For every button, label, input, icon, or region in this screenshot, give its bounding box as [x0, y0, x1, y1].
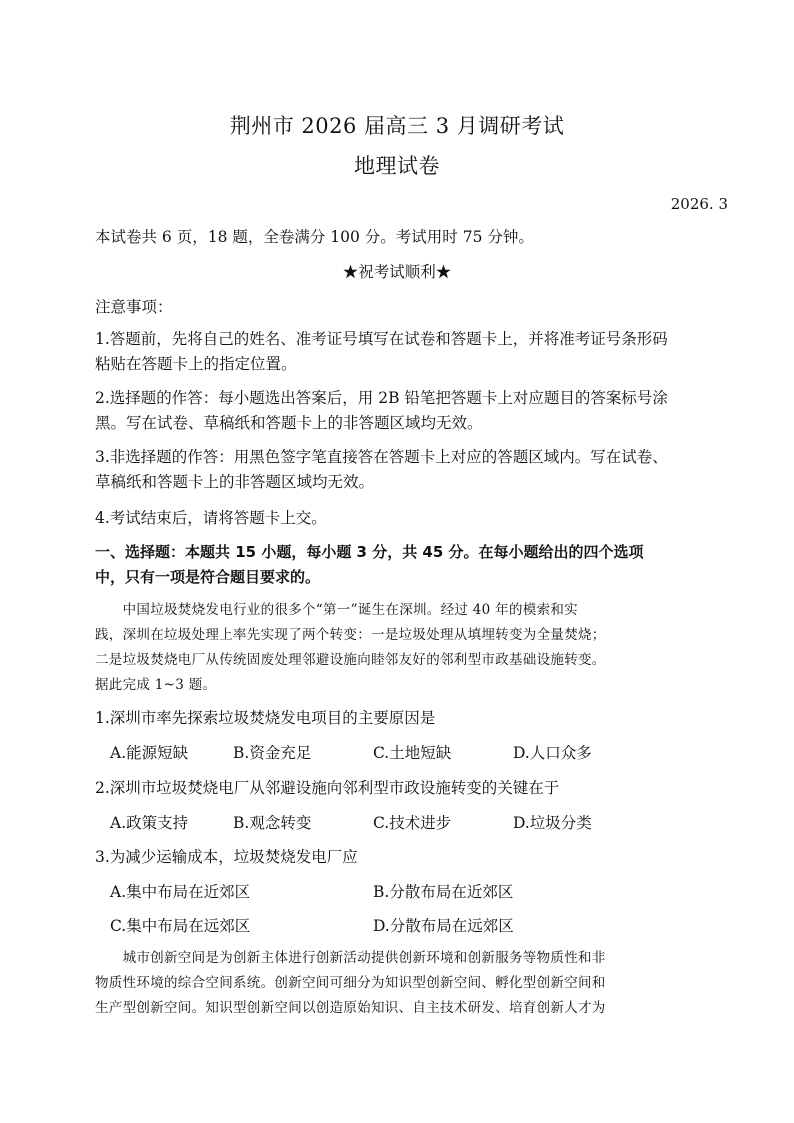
note-3-line-1: 3.非选择题的作答：用黑色签字笔直接答在答题卡上对应的答题区域内。写在试卷、: [95, 448, 668, 466]
note-1-line-1: 1.答题前，先将自己的姓名、准考证号填写在试卷和答题卡上，并将准考证号条形码: [95, 330, 668, 348]
exam-info: 本试卷共 6 页，18 题，全卷满分 100 分。考试用时 75 分钟。: [95, 228, 534, 246]
question-1-stem: 1.深圳市率先探索垃圾焚烧发电项目的主要原因是: [95, 709, 436, 727]
question-1-option-c: C.土地短缺: [373, 744, 452, 762]
exam-date: 2026. 3: [670, 195, 728, 213]
note-2-line-1: 2.选择题的作答：每小题选出答案后，用 2B 铅笔把答题卡上对应题目的答案标号涂: [95, 389, 668, 407]
question-1-option-b: B.资金充足: [233, 744, 312, 762]
question-3-option-a: A.集中布局在近郊区: [110, 883, 251, 901]
question-1-option-d: D.人口众多: [513, 744, 592, 762]
section-heading-line-1: 一、选择题：本题共 15 小题，每小题 3 分，共 45 分。在每小题给出的四个选项: [95, 543, 644, 561]
notes-heading: 注意事项：: [95, 298, 173, 316]
passage-1-line-1: 中国垃圾焚烧发电行业的很多个“第一”诞生在深圳。经过 40 年的模索和实: [95, 602, 578, 618]
question-3-option-d: D.分散布局在远郊区: [373, 917, 514, 935]
section-heading-line-2: 中，只有一项是符合题目要求的。: [95, 568, 321, 586]
passage-1-line-3: 二是垃圾焚烧电厂从传统固废处理邻避设施向睦邻友好的邻利型市政基础设施转变。: [95, 652, 606, 668]
question-3-option-b: B.分散布局在近郊区: [373, 883, 514, 901]
note-1-line-2: 粘贴在答题卡上的指定位置。: [95, 355, 297, 373]
exam-title: 荆州市 2026 届高三 3 月调研考试: [229, 114, 565, 138]
passage-2-line-3: 生产型创新空间。知识型创新空间以创造原始知识、自主技术研发、培育创新人才为: [95, 1000, 606, 1016]
question-2-stem: 2.深圳市垃圾焚烧电厂从邻避设施向邻利型市政设施转变的关键在于: [95, 779, 560, 797]
note-3-line-2: 草稿纸和答题卡上的非答题区域均无效。: [95, 473, 375, 491]
passage-2-line-1: 城市创新空间是为创新主体进行创新活动提供创新环境和创新服务等物质性和非: [95, 950, 606, 966]
question-2-option-d: D.垃圾分类: [513, 814, 592, 832]
question-2-option-a: A.政策支持: [110, 814, 189, 832]
question-2-option-c: C.技术进步: [373, 814, 452, 832]
passage-1-line-2: 践，深圳在垃圾处理上率先实现了两个转变：一是垃圾处理从填埋转变为全量焚烧；: [95, 627, 606, 643]
exam-subject-title: 地理试卷: [354, 154, 440, 178]
question-2-option-b: B.观念转变: [233, 814, 312, 832]
blessing: ★祝考试顺利★: [342, 263, 452, 281]
question-3-stem: 3.为减少运输成本，垃圾焚烧发电厂应: [95, 848, 358, 866]
note-4: 4.考试结束后，请将答题卡上交。: [95, 509, 327, 527]
passage-2-line-2: 物质性环境的综合空间系统。创新空间可细分为知识型创新空间、孵化型创新空间和: [95, 975, 606, 991]
passage-1-line-4: 据此完成 1~3 题。: [95, 677, 217, 693]
question-1-option-a: A.能源短缺: [110, 744, 189, 762]
question-3-option-c: C.集中布局在远郊区: [110, 917, 251, 935]
note-2-line-2: 黑。写在试卷、草稿纸和答题卡上的非答题区域均无效。: [95, 414, 483, 432]
